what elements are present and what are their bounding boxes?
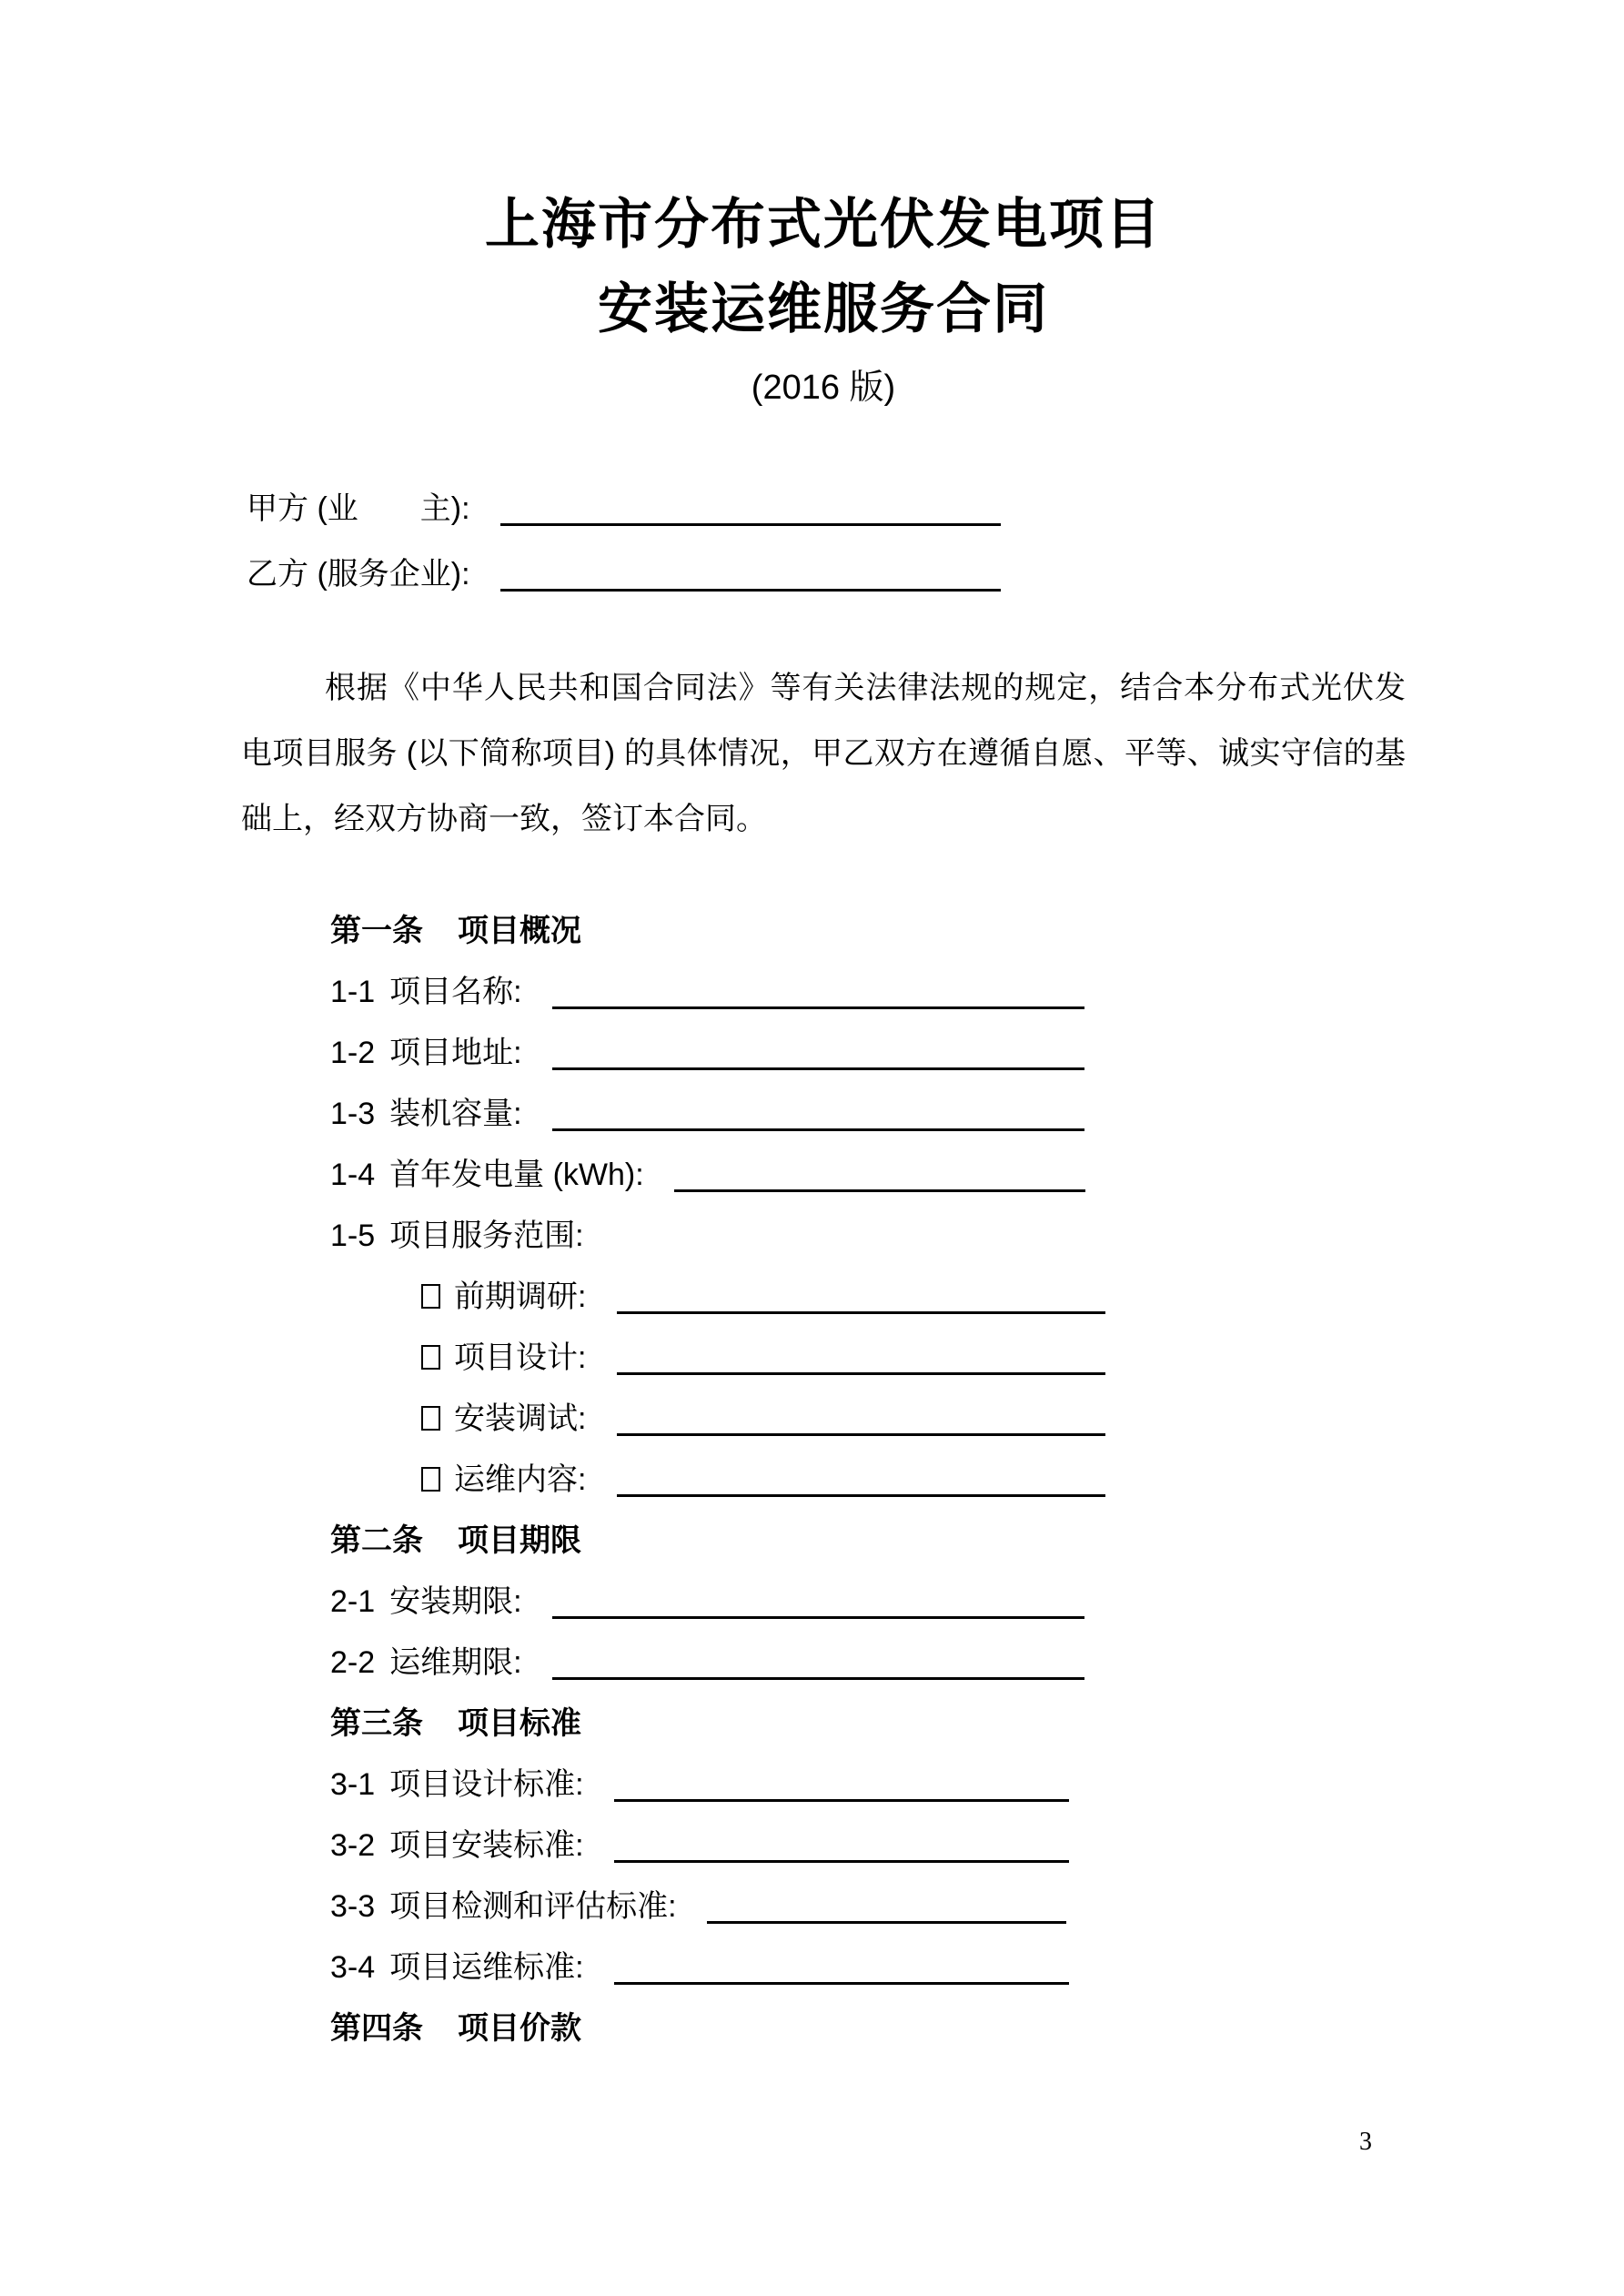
item-1-5-row: [330, 1206, 1406, 1267]
item-label: 项目安装标准:: [389, 1828, 584, 1863]
option-label: 项目设计:: [454, 1340, 587, 1375]
party-a-fill-line[interactable]: [500, 523, 1001, 526]
contract-title-line1: 上海市分布式光伏发电项目: [485, 194, 1162, 255]
section-3-header: [330, 1694, 1406, 1755]
item-number: 1-3: [330, 1097, 376, 1131]
item-2-1-row: [330, 1572, 1406, 1633]
service-option-row-4: [330, 1450, 1406, 1511]
item-label: 项目名称:: [389, 975, 522, 1009]
item-label: 运维期限:: [389, 1645, 522, 1680]
option-1-fill-line[interactable]: [617, 1311, 1105, 1314]
section-title: 项目概况: [458, 914, 581, 948]
option-4-fill-line[interactable]: [617, 1494, 1105, 1497]
intro-paragraph: 根据《中华人民共和国合同法》等有关法律法规的规定，结合本分布式光伏发电项目服务 (以下简称项目) 的具体情况，甲乙双方在遵循自愿、平等、诚实守信的基础上，经双方协商一致，签订本合同。: [241, 671, 1406, 836]
option-label: 运维内容:: [454, 1462, 587, 1497]
service-option-row-2: [330, 1328, 1406, 1389]
party-a-label: 甲方 (业 主):: [247, 491, 470, 526]
service-option-row-3: [330, 1389, 1406, 1450]
item-3-1-fill-line[interactable]: [614, 1799, 1069, 1802]
item-number: 3-3: [330, 1889, 376, 1924]
checkbox-icon[interactable]: [421, 1406, 440, 1431]
item-1-2-row: [330, 1023, 1406, 1084]
version-label: (2016 版): [751, 369, 896, 407]
party-b-label: 乙方 (服务企业):: [247, 557, 470, 592]
item-label: 项目检测和评估标准:: [389, 1889, 677, 1924]
item-number: 1-2: [330, 1036, 376, 1070]
item-2-2-row: [330, 1633, 1406, 1694]
item-3-1-row: [330, 1755, 1406, 1816]
parties-block: [247, 486, 1406, 597]
option-2-fill-line[interactable]: [617, 1372, 1105, 1375]
item-number: 3-1: [330, 1767, 376, 1802]
party-a-row: [247, 486, 1406, 531]
item-1-3-row: [330, 1084, 1406, 1145]
section-title: 项目期限: [458, 1523, 581, 1558]
item-label: 项目设计标准:: [389, 1767, 584, 1802]
service-option-row-1: [330, 1267, 1406, 1328]
checkbox-icon[interactable]: [421, 1467, 440, 1492]
checkbox-icon[interactable]: [421, 1284, 440, 1309]
item-label: 项目地址:: [389, 1036, 522, 1070]
party-b-fill-line[interactable]: [500, 589, 1001, 592]
item-1-4-fill-line[interactable]: [674, 1189, 1085, 1192]
contract-title-line2: 安装运维服务合同: [598, 278, 1049, 339]
section-4-header: [330, 1998, 1406, 2059]
item-1-3-fill-line[interactable]: [552, 1128, 1084, 1131]
item-label: 安装期限:: [389, 1584, 522, 1619]
item-1-1-row: [330, 962, 1406, 1023]
party-b-row: [247, 551, 1406, 597]
title-block: [241, 0, 1406, 410]
section-title: 项目价款: [458, 2011, 581, 2046]
item-3-3-row: [330, 1876, 1406, 1937]
item-3-2-row: [330, 1816, 1406, 1876]
item-3-4-fill-line[interactable]: [614, 1982, 1069, 1985]
section-number: 第四条: [330, 2011, 423, 2046]
section-2-header: [330, 1511, 1406, 1572]
contract-form: [330, 901, 1406, 2059]
option-label: 安装调试:: [454, 1401, 587, 1436]
checkbox-icon[interactable]: [421, 1345, 440, 1370]
item-3-3-fill-line[interactable]: [707, 1921, 1066, 1924]
item-2-2-fill-line[interactable]: [552, 1677, 1084, 1680]
item-number: 1-5: [330, 1219, 376, 1253]
item-3-2-fill-line[interactable]: [614, 1860, 1069, 1863]
page-number: 3: [1359, 2128, 1372, 2156]
section-number: 第三条: [330, 1706, 423, 1741]
option-label: 前期调研:: [454, 1279, 587, 1314]
item-1-1-fill-line[interactable]: [552, 1006, 1084, 1009]
item-label: 首年发电量 (kWh):: [389, 1158, 644, 1192]
option-3-fill-line[interactable]: [617, 1433, 1105, 1436]
section-1-header: [330, 901, 1406, 962]
item-3-4-row: [330, 1937, 1406, 1998]
section-number: 第二条: [330, 1523, 423, 1558]
item-label: 装机容量:: [389, 1097, 522, 1131]
item-label: 项目运维标准:: [389, 1950, 584, 1985]
section-title: 项目标准: [458, 1706, 581, 1741]
item-2-1-fill-line[interactable]: [552, 1616, 1084, 1619]
item-number: 2-2: [330, 1645, 376, 1680]
item-number: 2-1: [330, 1584, 376, 1619]
item-1-2-fill-line[interactable]: [552, 1067, 1084, 1070]
item-number: 1-1: [330, 975, 376, 1009]
item-label: 项目服务范围:: [389, 1219, 584, 1253]
item-number: 3-4: [330, 1950, 376, 1985]
section-number: 第一条: [330, 914, 423, 948]
page-content: [241, 0, 1406, 2059]
item-number: 3-2: [330, 1828, 376, 1863]
item-number: 1-4: [330, 1158, 376, 1192]
item-1-4-row: [330, 1145, 1406, 1206]
